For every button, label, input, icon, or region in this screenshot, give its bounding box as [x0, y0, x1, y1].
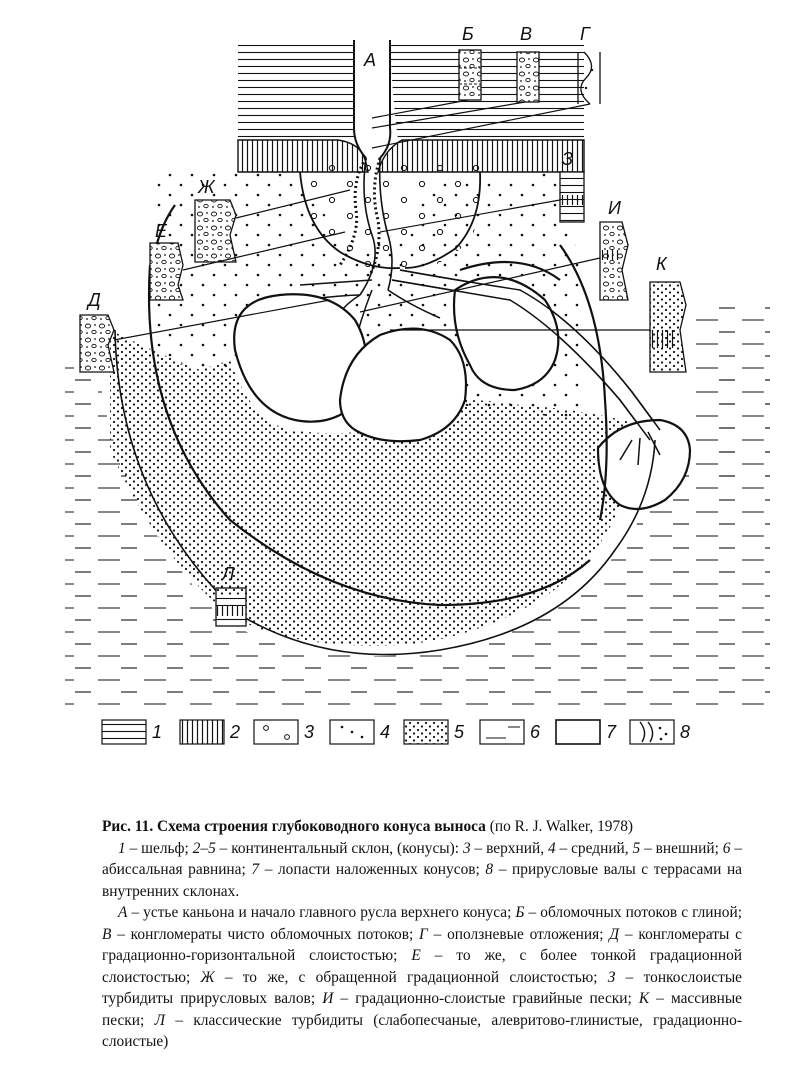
legend-explanation: 1 – шельф; 2–5 – континентальный склон, (конусы): 3 – верхний, 4 – средний, 5 – внешний; 6 – абиссальная равнина; 7 – лопасти наложенных конусов; 8 – прирусловые валы с террасами на внутренних склонах. — [102, 839, 743, 900]
label-L: Л — [222, 564, 235, 584]
legend-swatch-1 — [102, 720, 146, 744]
core-column-L — [216, 588, 246, 626]
caption-heading — [102, 816, 742, 838]
legend-swatch-6 — [480, 720, 524, 744]
label-G: Г — [580, 24, 590, 44]
label-K: К — [656, 254, 667, 274]
caption-source: (по R. J. Walker, 1978) — [485, 818, 634, 835]
core-column-Zh — [195, 200, 236, 262]
slope-left — [238, 140, 368, 172]
core-column-D — [80, 315, 114, 372]
label-V: В — [520, 24, 533, 44]
core-column-Z — [560, 172, 584, 222]
legend — [102, 720, 690, 744]
legend-label-3: 3 — [304, 722, 315, 742]
label-Zh: Ж — [198, 177, 215, 197]
caption-title: Рис. 11. Схема строения глубоководного конуса выноса — [102, 818, 486, 835]
label-A: А — [364, 50, 377, 70]
core-column-K — [650, 282, 686, 372]
slope-right — [378, 140, 584, 172]
label-B: Б — [462, 24, 474, 44]
label-E: Е — [155, 221, 168, 241]
label-Z: З — [562, 149, 574, 169]
legend-label-5: 5 — [454, 722, 465, 742]
core-column-B — [459, 50, 481, 100]
letters-explanation: А – устье каньона и начало главного русла верхнего конуса; Б – обломочных потоков с глиной; В – конгломераты чисто обломочных потоков; Г – оползневые отложения; Д – конгломераты с градационно-горизонтальной слоистостью; Е – то же, с более тонкой градационной слоистостью; Ж – то же, с обращенной градационной слоистостью; З – тонкослоистые турбидиты прирусловых валов; И – градационно-слоистые гравийные пески; К – массивные пески; Л – классические турбидиты (слабопесчаные, алевритово-глинистые, градационно-слоистые) — [102, 904, 743, 1050]
figure-caption — [102, 816, 742, 1053]
label-D: Д — [88, 290, 101, 310]
legend-swatch-7 — [556, 720, 600, 744]
legend-label-1: 1 — [152, 722, 163, 742]
legend-swatch-5 — [404, 720, 448, 744]
shelf-left — [238, 40, 354, 140]
legend-swatch-2 — [180, 720, 224, 744]
core-column-E — [150, 243, 183, 300]
legend-label-4: 4 — [380, 722, 391, 742]
legend-label-8: 8 — [680, 722, 691, 742]
legend-label-2: 2 — [230, 722, 241, 742]
label-I: И — [608, 198, 621, 218]
legend-swatch-3 — [254, 720, 298, 744]
core-column-V — [517, 52, 539, 102]
legend-label-7: 7 — [606, 722, 617, 742]
core-column-I — [600, 222, 628, 300]
legend-label-6: 6 — [530, 722, 541, 742]
